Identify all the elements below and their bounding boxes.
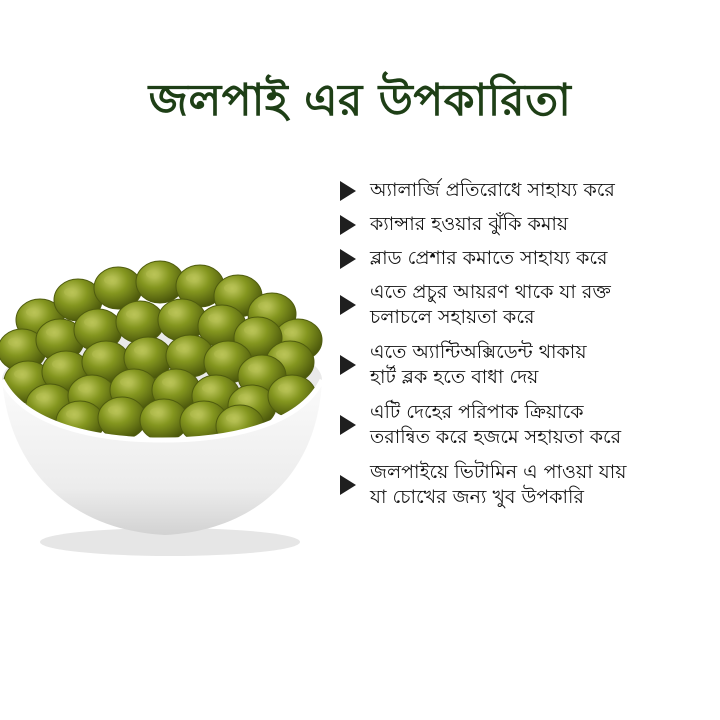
olive-highlight: [248, 364, 260, 372]
olive: [116, 301, 164, 343]
benefit-item: [340, 460, 712, 510]
olive-highlight: [278, 384, 290, 392]
olive-highlight: [258, 302, 270, 310]
triangle-right-icon: [340, 249, 356, 269]
benefit-line: তরান্বিত করে হজমে সহায়তা করে: [370, 426, 622, 448]
benefit-line: এতে প্রচুর আয়রণ থাকে যা রক্ত: [370, 281, 611, 303]
benefit-line: যা চোখের জন্য খুব উপকারি: [370, 486, 584, 508]
benefit-line: ব্লাড প্রেশার কমাতে সাহায্য করে: [370, 247, 608, 269]
olive-highlight: [168, 308, 180, 316]
benefit-text: [370, 212, 568, 237]
olive-highlight: [126, 310, 138, 318]
triangle-right-icon: [340, 355, 356, 375]
olive-highlight: [64, 288, 76, 296]
olive-highlight: [78, 384, 90, 392]
olive-highlight: [214, 350, 226, 358]
olive-highlight: [120, 378, 132, 386]
olive-bowl-illustration: [0, 200, 330, 590]
triangle-right-icon: [340, 181, 356, 201]
benefit-item: [340, 246, 712, 271]
olive-highlight: [244, 326, 256, 334]
benefit-text: [370, 340, 587, 390]
olive-highlight: [26, 308, 38, 316]
olive: [98, 397, 146, 439]
triangle-right-icon: [340, 415, 356, 435]
olive-highlight: [162, 378, 174, 386]
olive-highlight: [208, 314, 220, 322]
benefit-item: [340, 400, 712, 450]
benefit-item: [340, 340, 712, 390]
olive-highlight: [186, 274, 198, 282]
benefit-item: [340, 212, 712, 237]
benefit-line: চলাচলে সহায়তা করে: [370, 306, 535, 328]
benefits-list: [340, 178, 712, 520]
benefit-text: [370, 400, 621, 450]
olive-highlight: [92, 350, 104, 358]
olive-highlight: [52, 360, 64, 368]
benefit-line: এটি দেহের পরিপাক ক্রিয়াকে: [370, 401, 584, 423]
benefit-text: [370, 280, 611, 330]
olive-highlight: [36, 393, 48, 401]
benefit-item: [340, 178, 712, 203]
benefit-line: হার্ট ব্লক হতে বাধা দেয়: [370, 366, 539, 388]
olive-highlight: [84, 318, 96, 326]
benefit-text: [370, 178, 615, 203]
olive-highlight: [226, 414, 238, 422]
olive-highlight: [14, 370, 26, 378]
triangle-right-icon: [340, 215, 356, 235]
olive-highlight: [176, 344, 188, 352]
triangle-right-icon: [340, 475, 356, 495]
olive-highlight: [190, 410, 202, 418]
benefit-line: অ্যালার্জি প্রতিরোধে সাহায্য করে: [370, 179, 615, 201]
benefit-text: [370, 246, 607, 271]
benefit-line: এতে অ্যান্টিঅক্সিডেন্ট থাকায়: [370, 341, 587, 363]
olive-highlight: [8, 338, 20, 346]
olive-highlight: [276, 350, 288, 358]
olive-bowl-image: [0, 200, 330, 590]
olive-highlight: [224, 284, 236, 292]
page-title: জলপাই এর উপকারিতা: [148, 75, 572, 127]
olive-highlight: [238, 394, 250, 402]
benefit-item: [340, 280, 712, 330]
benefit-text: [370, 460, 626, 510]
triangle-right-icon: [340, 295, 356, 315]
olive-highlight: [284, 328, 296, 336]
benefit-line: ক্যান্সার হওয়ার ঝুঁকি কমায়: [370, 213, 569, 235]
olive-highlight: [46, 328, 58, 336]
olive-highlight: [104, 276, 116, 284]
olive-highlight: [66, 410, 78, 418]
olive-highlight: [108, 406, 120, 414]
olive-highlight: [202, 384, 214, 392]
olive-highlight: [146, 270, 158, 278]
benefit-line: জলপাইয়ে ভিটামিন এ পাওয়া যায়: [370, 461, 627, 483]
olive-highlight: [150, 408, 162, 416]
olive-highlight: [134, 346, 146, 354]
